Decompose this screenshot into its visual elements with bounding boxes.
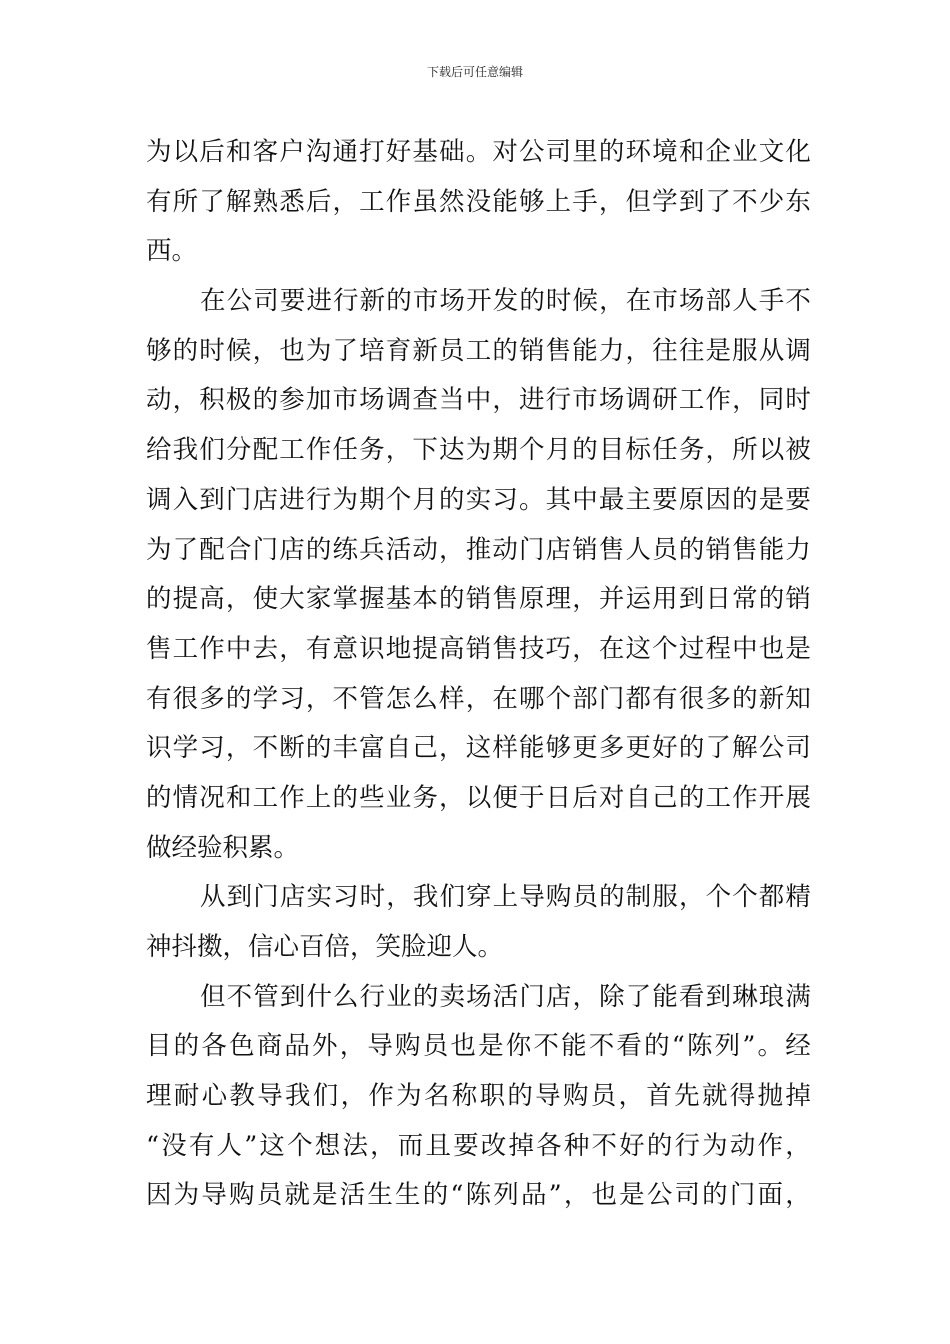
text-line: 为 以 后 和 客 户 沟 通 打 好 基 础 。 对 公 司 里 的 环 境 和 企 业 文 化 xyxy=(146,137,811,167)
text-line: 售 工 作 中 去 ， 有 意 识 地 提 高 销 售 技 巧 ， 在 这 个 过 程 中 也 是 xyxy=(146,633,811,664)
body-text xyxy=(146,128,811,1221)
text-line: 西。 xyxy=(146,236,198,267)
text-line: 有 很 多 的 学 习 ， 不 管 怎 么 样 ， 在 哪 个 部 门 都 有 很 多 的 新 知 xyxy=(146,683,811,714)
text-line: 但 不 管 到 什 么 行 业 的 卖 场 活 门 店 ， 除 了 能 看 到 琳 琅 满 xyxy=(200,981,811,1012)
text-line: 够 的 时 候 ， 也 为 了 培 育 新 员 工 的 销 售 能 力 ， 往 往 是 服 从 调 xyxy=(146,335,811,366)
text-line: 调 入 到 门 店 进 行 为 期 个 月 的 实 习 。 其 中 最 主 要 原 因 的 是 要 xyxy=(146,484,811,515)
text-line: 神抖擞，信心百倍，笑脸迎人。 xyxy=(146,932,504,962)
text-line: 有 所 了 解 熟 悉 后 ， 工 作 虽 然 没 能 够 上 手 ， 但 学 到 了 不 少 东 xyxy=(146,186,811,217)
text-line: 为 了 配 合 门 店 的 练 兵 活 动 ， 推 动 门 店 销 售 人 员 的 销 售 能 力 xyxy=(146,534,811,565)
page-header: 下载后可任意编辑 xyxy=(426,65,523,79)
text-line: 从 到 门 店 实 习 时 ， 我 们 穿 上 导 购 员 的 制 服 ， 个 个 都 精 xyxy=(200,882,811,913)
text-line: 在 公 司 要 进 行 新 的 市 场 开 发 的 时 候 ， 在 市 场 部 人 手 不 xyxy=(200,286,811,317)
text-line: 做经验积累。 xyxy=(146,832,300,863)
text-line: “ 没 有 人 ” 这 个 想 法 ， 而 且 要 改 掉 各 种 不 好 的 行 为 动 作 ， xyxy=(146,1130,811,1161)
text-line: 理 耐 心 教 导 我 们 ， 作 为 名 称 职 的 导 购 员 ， 首 先 就 得 抛 掉 xyxy=(146,1081,811,1112)
text-line: 给 我 们 分 配 工 作 任 务 ， 下 达 为 期 个 月 的 目 标 任 务 ， 所 以 被 xyxy=(146,435,811,466)
text-line: 目 的 各 色 商 品 外 ， 导 购 员 也 是 你 不 能 不 看 的 “ 陈 列 ” 。 经 xyxy=(146,1031,811,1062)
text-line: 的 提 高 ， 使 大 家 掌 握 基 本 的 销 售 原 理 ， 并 运 用 到 日 常 的 销 xyxy=(146,584,811,615)
text-line: 动 ， 积 极 的 参 加 市 场 调 查 当 中 ， 进 行 市 场 调 研 工 作 ， 同 时 xyxy=(146,385,811,416)
text-line: 因 为 导 购 员 就 是 活 生 生 的 “ 陈 列 品 ” ， 也 是 公 司 的 门 面 ， xyxy=(146,1180,811,1211)
text-line: 识 学 习 ， 不 断 的 丰 富 自 己 ， 这 样 能 够 更 多 更 好 的 了 解 公 司 xyxy=(146,733,811,764)
text-line: 的 情 况 和 工 作 上 的 些 业 务 ， 以 便 于 日 后 对 自 己 的 工 作 开 展 xyxy=(146,782,811,813)
